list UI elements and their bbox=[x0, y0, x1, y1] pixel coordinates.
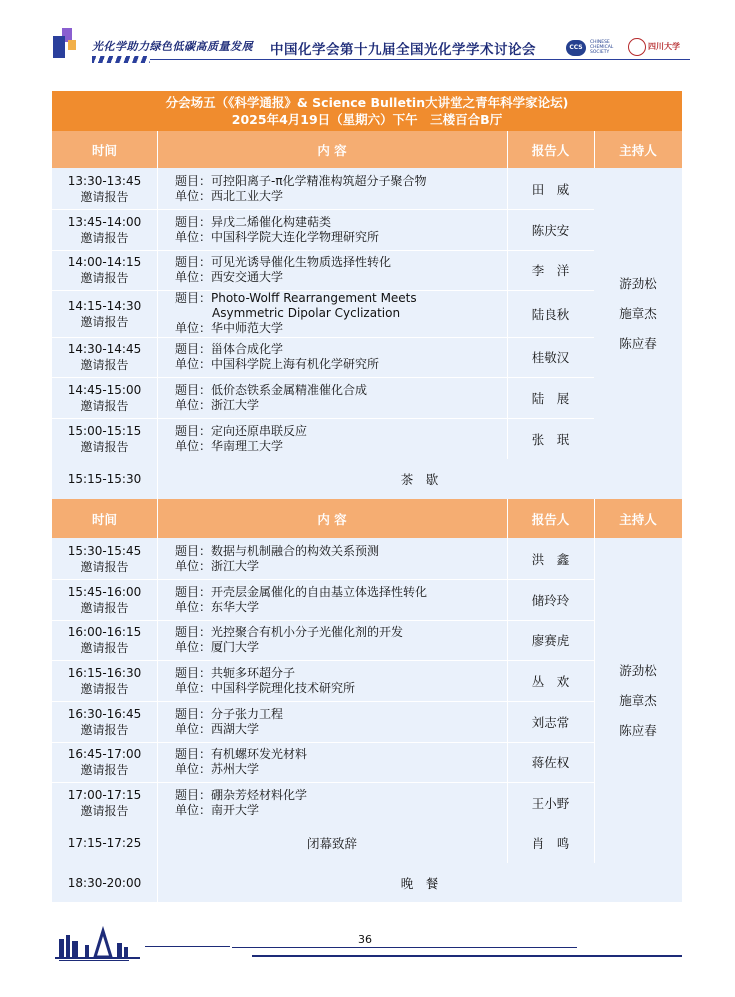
column-header-host: 主持人 bbox=[594, 499, 682, 538]
host-name: 施章杰 bbox=[619, 305, 657, 321]
content-cell bbox=[157, 168, 507, 209]
row-divider bbox=[52, 660, 594, 661]
talk-topic: 题目：分子张力工程 bbox=[175, 706, 284, 721]
time-cell bbox=[52, 290, 157, 337]
column-divider bbox=[157, 377, 158, 418]
column-divider bbox=[507, 660, 508, 701]
column-divider bbox=[507, 418, 508, 459]
talk-type: 邀请报告 bbox=[80, 230, 129, 245]
speaker-cell: 陆 展 bbox=[507, 377, 594, 418]
column-divider bbox=[507, 782, 508, 823]
host-cell bbox=[594, 538, 682, 863]
speaker-cell: 丛 欢 bbox=[507, 660, 594, 701]
header-rule bbox=[150, 59, 690, 60]
column-divider bbox=[157, 290, 158, 337]
row-divider bbox=[52, 290, 594, 291]
time-slot: 14:45-15:00 bbox=[67, 382, 142, 397]
time-cell bbox=[52, 538, 157, 579]
column-header-content: 内 容 bbox=[157, 499, 507, 538]
time-slot: 15:45-16:00 bbox=[67, 584, 142, 599]
speaker-cell: 蒋佐权 bbox=[507, 742, 594, 782]
column-divider bbox=[507, 823, 508, 863]
column-divider bbox=[507, 742, 508, 782]
content-cell bbox=[157, 742, 507, 782]
talk-topic: 题目：甾体合成化学 bbox=[175, 342, 284, 356]
talk-topic: 题目：有机螺环发光材料 bbox=[175, 747, 308, 761]
talk-topic: 题目：可见光诱导催化生物质选择性转化 bbox=[175, 255, 392, 269]
time-cell bbox=[52, 620, 157, 660]
header-slogan: 光化学助力绿色低碳高质量发展 bbox=[92, 40, 253, 53]
column-divider bbox=[507, 250, 508, 290]
column-divider bbox=[157, 620, 158, 660]
talk-unit: 单位：中国科学院大连化学物理研究所 bbox=[175, 229, 380, 244]
break-time-cell: 15:15-15:30 bbox=[52, 459, 157, 499]
column-divider bbox=[157, 742, 158, 782]
row-divider bbox=[52, 209, 594, 210]
host-name: 施章杰 bbox=[619, 692, 657, 708]
column-header-time: 时间 bbox=[52, 131, 157, 168]
header-stripes bbox=[92, 56, 150, 63]
talk-type: 邀请报告 bbox=[80, 600, 129, 615]
column-divider bbox=[507, 538, 508, 579]
talk-unit: 单位：苏州大学 bbox=[175, 762, 260, 776]
time-slot: 14:30-14:45 bbox=[67, 342, 142, 356]
talk-unit: 单位：西湖大学 bbox=[175, 721, 260, 736]
time-slot: 16:15-16:30 bbox=[67, 665, 142, 680]
column-divider bbox=[507, 701, 508, 742]
talk-type: 邀请报告 bbox=[80, 189, 129, 204]
skyline-icon bbox=[55, 925, 140, 963]
talk-unit: 单位：西安交通大学 bbox=[175, 270, 284, 284]
column-divider bbox=[157, 579, 158, 620]
ccs-logo-icon: CCS bbox=[566, 40, 586, 56]
column-divider bbox=[507, 579, 508, 620]
dinner-time-cell: 18:30-20:00 bbox=[52, 863, 157, 902]
speaker-cell: 李 洋 bbox=[507, 250, 594, 290]
dinner-label-cell: 晚 餐 bbox=[157, 863, 682, 902]
scu-logo-icon bbox=[628, 38, 646, 56]
footer-rule bbox=[252, 955, 682, 957]
talk-topic: 题目：异戊二烯催化构建萜类 bbox=[175, 214, 332, 229]
talk-unit: 单位：南开大学 bbox=[175, 802, 260, 817]
column-divider bbox=[157, 459, 158, 499]
time-cell bbox=[52, 377, 157, 418]
row-divider bbox=[52, 418, 594, 419]
time-slot: 14:00-14:15 bbox=[67, 255, 142, 269]
column-header-content: 内 容 bbox=[157, 131, 507, 168]
talk-unit: 单位：华中师范大学 bbox=[175, 321, 284, 335]
time-slot: 14:15-14:30 bbox=[67, 298, 142, 313]
talk-topic: 题目：数据与机制融合的构效关系预测 bbox=[175, 543, 380, 558]
time-cell bbox=[52, 701, 157, 742]
time-cell bbox=[52, 579, 157, 620]
time-slot: 16:00-16:15 bbox=[67, 625, 142, 639]
session-subtitle: 2025年4月19日（星期六）下午 三楼百合B厅 bbox=[231, 112, 503, 127]
speaker-cell: 陈庆安 bbox=[507, 209, 594, 250]
talk-type: 邀请报告 bbox=[80, 681, 129, 696]
column-divider bbox=[157, 418, 158, 459]
column-divider bbox=[507, 290, 508, 337]
column-divider bbox=[507, 209, 508, 250]
content-cell bbox=[157, 538, 507, 579]
speaker-cell: 张 珉 bbox=[507, 418, 594, 459]
time-cell bbox=[52, 168, 157, 209]
column-divider bbox=[157, 863, 158, 902]
session-title-bar bbox=[52, 91, 682, 131]
column-divider bbox=[157, 131, 158, 168]
time-cell bbox=[52, 782, 157, 823]
row-divider bbox=[52, 250, 594, 251]
talk-unit: 单位：中国科学院上海有机化学研究所 bbox=[175, 357, 380, 371]
talk-topic-cont: Asymmetric Dipolar Cyclization bbox=[212, 306, 401, 320]
time-slot: 16:30-16:45 bbox=[67, 706, 142, 721]
column-divider bbox=[157, 823, 158, 863]
content-cell bbox=[157, 620, 507, 660]
column-divider bbox=[157, 209, 158, 250]
column-header-time: 时间 bbox=[52, 499, 157, 538]
time-slot: 15:00-15:15 bbox=[67, 423, 142, 438]
ccs-logo-text: CHINESE CHEMICAL SOCIETY bbox=[590, 40, 614, 55]
header-decoration bbox=[53, 36, 65, 58]
talk-topic: 题目：硼杂芳烃材料化学 bbox=[175, 787, 308, 802]
column-divider bbox=[157, 701, 158, 742]
row-divider bbox=[52, 782, 594, 783]
column-divider bbox=[157, 538, 158, 579]
closing-speaker-cell: 肖 鸣 bbox=[507, 823, 594, 863]
content-cell bbox=[157, 418, 507, 459]
time-slot: 17:00-17:15 bbox=[67, 787, 142, 802]
time-cell bbox=[52, 418, 157, 459]
column-divider bbox=[507, 377, 508, 418]
talk-unit: 单位：华南理工大学 bbox=[175, 438, 284, 453]
column-header-host: 主持人 bbox=[594, 131, 682, 168]
talk-unit: 单位：浙江大学 bbox=[175, 558, 260, 573]
talk-type: 邀请报告 bbox=[80, 722, 129, 737]
header-decoration bbox=[68, 40, 76, 50]
speaker-cell: 王小野 bbox=[507, 782, 594, 823]
row-divider bbox=[52, 742, 594, 743]
column-divider bbox=[157, 337, 158, 377]
column-divider bbox=[507, 168, 508, 209]
content-cell bbox=[157, 290, 507, 337]
talk-unit: 单位：东华大学 bbox=[175, 599, 260, 614]
column-header-speaker: 报告人 bbox=[507, 131, 594, 168]
time-cell bbox=[52, 250, 157, 290]
time-slot: 16:45-17:00 bbox=[67, 747, 142, 761]
column-divider bbox=[507, 499, 508, 538]
host-cell bbox=[594, 168, 682, 459]
time-slot: 15:30-15:45 bbox=[67, 543, 142, 558]
host-name: 游劲松 bbox=[619, 662, 657, 678]
speaker-cell: 廖赛虎 bbox=[507, 620, 594, 660]
footer-rule bbox=[145, 946, 230, 947]
column-divider bbox=[507, 337, 508, 377]
content-cell bbox=[157, 250, 507, 290]
row-divider bbox=[52, 579, 594, 580]
speaker-cell: 刘志常 bbox=[507, 701, 594, 742]
talk-type: 邀请报告 bbox=[80, 803, 129, 818]
conference-title: 中国化学会第十九届全国光化学学术讨论会 bbox=[270, 42, 536, 58]
time-cell bbox=[52, 209, 157, 250]
speaker-cell: 田 威 bbox=[507, 168, 594, 209]
talk-type: 邀请报告 bbox=[80, 641, 129, 655]
content-cell bbox=[157, 337, 507, 377]
time-cell bbox=[52, 742, 157, 782]
talk-topic: 题目：可控阳离子-π化学精准构筑超分子聚合物 bbox=[175, 173, 427, 188]
speaker-cell: 洪 鑫 bbox=[507, 538, 594, 579]
column-divider bbox=[157, 499, 158, 538]
talk-type: 邀请报告 bbox=[80, 763, 129, 777]
content-cell bbox=[157, 579, 507, 620]
time-slot: 13:45-14:00 bbox=[67, 214, 142, 229]
talk-type: 邀请报告 bbox=[80, 439, 129, 454]
talk-topic: 题目：共轭多环超分子 bbox=[175, 665, 296, 680]
column-divider bbox=[594, 131, 595, 168]
talk-type: 邀请报告 bbox=[80, 271, 129, 285]
speaker-cell: 储玲玲 bbox=[507, 579, 594, 620]
column-header-speaker: 报告人 bbox=[507, 499, 594, 538]
speaker-cell: 陆良秋 bbox=[507, 290, 594, 337]
talk-topic: 题目：光控聚合有机小分子光催化剂的开发 bbox=[175, 625, 404, 639]
closing-time-cell: 17:15-17:25 bbox=[52, 823, 157, 863]
column-divider bbox=[157, 782, 158, 823]
host-name: 陈应春 bbox=[619, 335, 657, 351]
column-divider bbox=[157, 168, 158, 209]
column-divider bbox=[594, 499, 595, 538]
content-cell bbox=[157, 209, 507, 250]
content-cell bbox=[157, 701, 507, 742]
column-divider bbox=[594, 538, 595, 863]
page-number: 36 bbox=[358, 933, 372, 946]
row-divider bbox=[52, 620, 594, 621]
content-cell bbox=[157, 377, 507, 418]
break-label-cell: 茶 歇 bbox=[157, 459, 682, 499]
talk-unit: 单位：浙江大学 bbox=[175, 397, 260, 412]
time-slot: 13:30-13:45 bbox=[67, 173, 142, 188]
talk-topic: 题目：Photo-Wolff Rearrangement Meets bbox=[175, 291, 417, 305]
session-title: 分会场五（《科学通报》& Science Bulletin大讲堂之青年科学家论坛) bbox=[165, 95, 569, 110]
footer-rule bbox=[232, 947, 577, 948]
talk-type: 邀请报告 bbox=[80, 314, 129, 329]
content-cell bbox=[157, 782, 507, 823]
time-cell bbox=[52, 337, 157, 377]
column-divider bbox=[157, 250, 158, 290]
talk-topic: 题目：低价态铁系金属精准催化合成 bbox=[175, 382, 368, 397]
talk-type: 邀请报告 bbox=[80, 358, 129, 372]
talk-unit: 单位：西北工业大学 bbox=[175, 188, 284, 203]
closing-label-cell: 闭幕致辞 bbox=[157, 823, 507, 863]
column-divider bbox=[507, 620, 508, 660]
row-divider bbox=[52, 701, 594, 702]
column-divider bbox=[507, 131, 508, 168]
talk-unit: 单位：中国科学院理化技术研究所 bbox=[175, 680, 356, 695]
page-header bbox=[0, 0, 735, 75]
content-cell bbox=[157, 660, 507, 701]
talk-topic: 题目：定向还原串联反应 bbox=[175, 423, 308, 438]
talk-topic: 题目：开壳层金属催化的自由基立体选择性转化 bbox=[175, 584, 428, 599]
row-divider bbox=[52, 337, 594, 338]
speaker-cell: 桂敬汉 bbox=[507, 337, 594, 377]
talk-type: 邀请报告 bbox=[80, 559, 129, 574]
host-name: 陈应春 bbox=[619, 722, 657, 738]
host-name: 游劲松 bbox=[619, 275, 657, 291]
row-divider bbox=[52, 377, 594, 378]
talk-unit: 单位：厦门大学 bbox=[175, 640, 260, 654]
talk-type: 邀请报告 bbox=[80, 398, 129, 413]
time-cell bbox=[52, 660, 157, 701]
column-divider bbox=[157, 660, 158, 701]
scu-logo-text: 四川大学 bbox=[648, 42, 680, 51]
